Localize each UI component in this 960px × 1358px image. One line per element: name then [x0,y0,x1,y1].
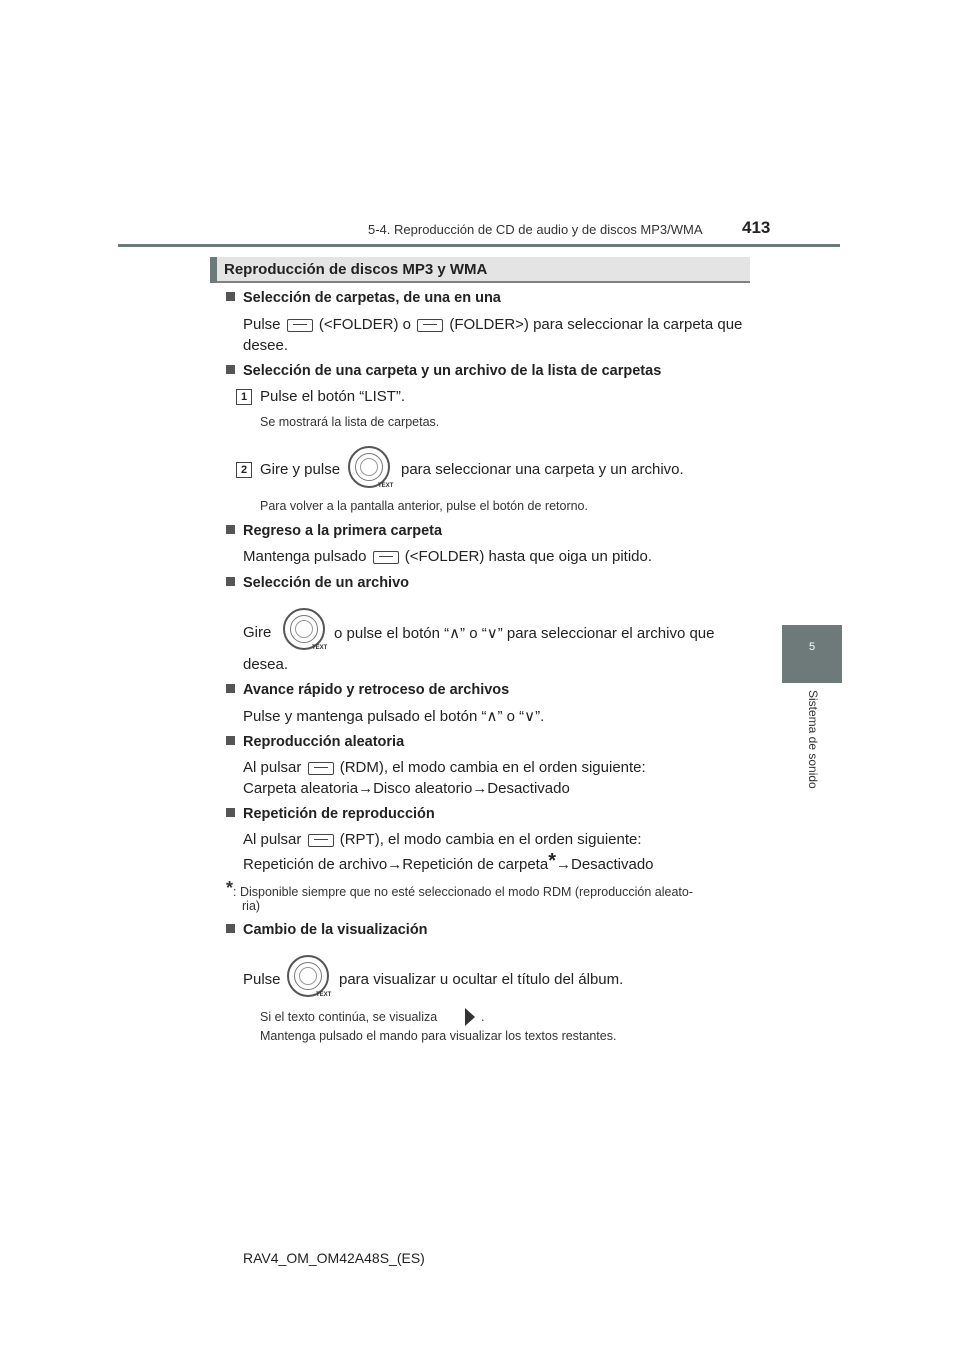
step-number-1: 1 [236,389,252,405]
text-span: (RPT), el modo cambia en el orden siguiente: [339,831,642,848]
text-span: Mantenga pulsado [243,548,367,565]
text-span: (FOLDER>) para seleccionar la carpeta que [449,316,743,333]
rdm-button-icon [308,762,334,775]
heading-repeat: Repetición de reproducción [226,806,435,822]
chapter-side-tab-number: 5 [808,641,816,653]
file-select-line1-a: Gire [243,624,272,641]
page-number: 413 [742,218,771,237]
tune-knob-icon [283,608,328,651]
knob-text-label: TEXT [378,483,394,489]
knob-text-label: TEXT [312,645,328,651]
display-line-a: Pulse [243,971,281,988]
heading-random: Reproducción aleatoria [226,734,404,750]
random-line1 [243,759,646,776]
rpt-button-icon [308,834,334,847]
heading-fast-forward: Avance rápido y retroceso de archivos [226,682,509,698]
step2-text-a: Gire y pulse [260,461,341,478]
footnote-star: * [548,850,556,872]
heading-first-folder: Regreso a la primera carpeta [226,523,442,539]
folder-up-button-icon [417,319,443,332]
step1-note: Se mostrará la lista de carpetas. [260,415,440,429]
step-number-2: 2 [236,462,252,478]
heading-file-select: Selección de un archivo [226,575,409,591]
chapter-side-tab [782,625,842,683]
step2-text-b: para seleccionar una carpeta y un archivo. [401,461,684,478]
text-span: : Disponible siempre que no esté seleccionado el modo RDM (reproducción aleato- [233,885,693,899]
text-span: Repetición de archivo→Repetición de carpeta [243,856,549,873]
heading-display: Cambio de la visualización [226,922,428,938]
text-span: Pulse [243,316,281,333]
tune-knob-icon [348,446,390,488]
step1-text: Pulse el botón “LIST”. [260,388,406,405]
header-rule [118,244,840,247]
file-select-line2: desea. [243,656,289,673]
step2-note: Para volver a la pantalla anterior, pulse el botón de retorno. [260,499,588,513]
folders-one-line1 [243,316,742,333]
chapter-header: 5-4. Reproducción de CD de audio y de discos MP3/WMA [368,222,703,237]
text-span: (<FOLDER) hasta que oiga un pitido. [404,548,653,565]
folder-down-button-icon [287,319,313,332]
display-note1-end: . [481,1010,485,1024]
text-span: (RDM), el modo cambia en el orden siguiente: [339,759,646,776]
section-bar-accent [210,257,217,283]
knob-text-label: TEXT [316,992,332,998]
chapter-side-label: Sistema de sonido [806,690,820,789]
tune-knob-icon [287,955,332,998]
repeat-line1 [243,831,642,848]
fast-forward-line: Pulse y mantenga pulsado el botón “∧” o “∨”. [243,708,545,725]
footnote-star: * [226,878,234,898]
display-note1 [260,1010,437,1024]
repeat-line2 [243,850,654,873]
display-note2: Mantenga pulsado el mando para visualizar los textos restantes. [260,1029,617,1043]
text-span: Si el texto continúa, se visualiza [260,1010,438,1024]
footnote-line2: ria) [242,899,261,913]
display-line-b: para visualizar u ocultar el título del álbum. [339,971,624,988]
folders-one-line2: desee. [243,337,289,354]
file-select-line1-b: o pulse el botón “∧” o “∨” para seleccionar el archivo que [334,625,715,642]
text-span: (<FOLDER) o [318,316,411,333]
section-title: Reproducción de discos MP3 y WMA [224,261,488,278]
arrow-right-icon [465,1008,475,1026]
text-span: Al pulsar [243,831,302,848]
heading-folders-one: Selección de carpetas, de una en una [226,290,501,306]
footnote-line1 [226,878,693,899]
heading-folder-list: Selección de una carpeta y un archivo de la lista de carpetas [226,363,661,379]
folder-down-button-icon [373,551,399,564]
doc-code: RAV4_OM_OM42A48S_(ES) [243,1250,425,1266]
first-folder-line [243,548,652,565]
random-line2: Carpeta aleatoria→Disco aleatorio→Desactivado [243,780,570,797]
text-span: Al pulsar [243,759,302,776]
text-span: →Desactivado [555,856,654,873]
